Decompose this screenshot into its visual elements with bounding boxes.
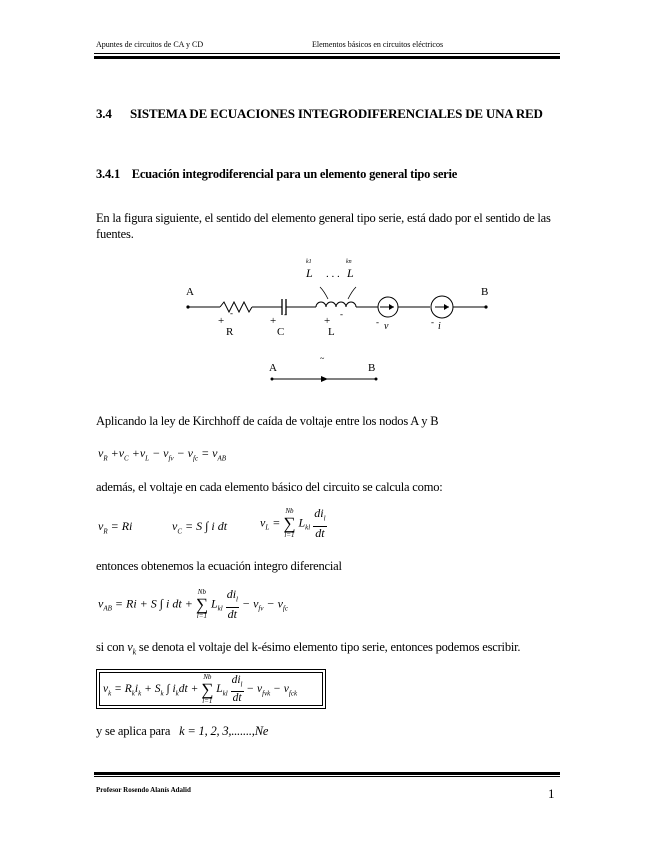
resistor-label: R [226,326,234,338]
arrow-b-label: B [368,362,376,374]
vc-equation: $v_C = S$ ∫ i dt [172,519,228,536]
inductor-minus: - [340,309,343,319]
si-con-paragraph: si con $v_k$ se denota el voltaje del k-ésimo elemento tipo serie, entonces podemos escribir. [96,640,521,657]
resistor-plus: + [218,315,225,327]
direction-arrow-icon [321,376,328,382]
boxed-equation: $v_k = R_ki_k + S_k$ ∫ $i_kdt$ + Nb ∑ l=1 $L_{kl}$ $\frac{di_l}{dt}$ − $v_{fvk} - v_{fck}$ [103,673,298,705]
vsource-minus: - [376,317,379,327]
footer-author: Profesor Rosendo Alanís Adalid [96,786,191,794]
vsource-label: v [384,321,389,332]
kvl-equation: $v_R +v_C +v_L - v_{fv} - v_{fc} = v_{AB}$ [98,446,227,463]
header-left: Apuntes de circuitos de CA y CD [96,40,204,49]
arrow-a-label: A [269,362,277,374]
resistor-minus: - [230,308,233,318]
entonces-paragraph: entonces obtenemos la ecuación integro diferencial [96,559,342,573]
header-rule-thick [94,56,560,59]
capacitor-minus: - [284,309,287,319]
isource-label: i [438,321,441,332]
footer-rule-thick [94,772,560,775]
kirchhoff-paragraph: Aplicando la ley de Kirchhoff de caída de voltaje entre los nodos A y B [96,414,439,428]
node-a-dot [186,305,189,308]
node-b-label: B [481,286,489,298]
capacitor-label: C [277,326,285,338]
ademas-paragraph: además, el voltaje en cada elemento básico del circuito se calcula como: [96,480,443,494]
header-right: Elementos básicos en circuitos eléctricos [312,40,444,49]
inductor-symbol [316,302,356,307]
arrow-tilde: ~ [320,354,325,363]
integro-equation: $v_{AB} = Ri + S$ ∫ i dt + Nb ∑ l=1 $L_{kl}$ $\frac{di_l}{dt}$ − $v_{fv} - v_{fc}$ [98,587,288,621]
vl-equation: $v_L$ = Nb ∑ l=1 $L_{kl}$ $\frac{di_l}{dt}$ [260,506,326,540]
capacitor-plus: + [270,315,277,327]
section-title: 3.4 SISTEMA DE ECUACIONES INTEGRODIFERENCIALES DE UNA RED [96,106,543,121]
resistor-symbol [220,302,252,312]
coupled-left-sup: k1 [306,259,312,265]
inductor-label: L [328,326,335,338]
circuit-diagram [180,255,500,385]
subsection-title: 3.4.1 Ecuación integrodiferencial para un elemento general tipo serie [96,167,458,181]
vr-equation: $v_R = Ri$ [98,519,133,536]
page-number: 1 [548,786,555,801]
intro-paragraph: En la figura siguiente, el sentido del elemento general tipo serie, está dado por el sentido de las fuentes. [96,211,551,241]
inductor-plus: + [324,315,331,327]
coupled-dots: . . . [326,268,340,280]
footer-rule-thin [94,776,560,777]
node-b-dot [484,305,487,308]
node-a-label: A [186,286,194,298]
coupled-left-label: L [306,266,313,280]
coupled-right-sup: kn [346,259,352,265]
y-se-aplica-paragraph: y se aplica para k = 1, 2, 3,.......,Ne [96,724,269,738]
header-rule-thin [94,53,560,54]
coupled-right-label: L [347,266,354,280]
isource-minus: - [431,317,434,327]
